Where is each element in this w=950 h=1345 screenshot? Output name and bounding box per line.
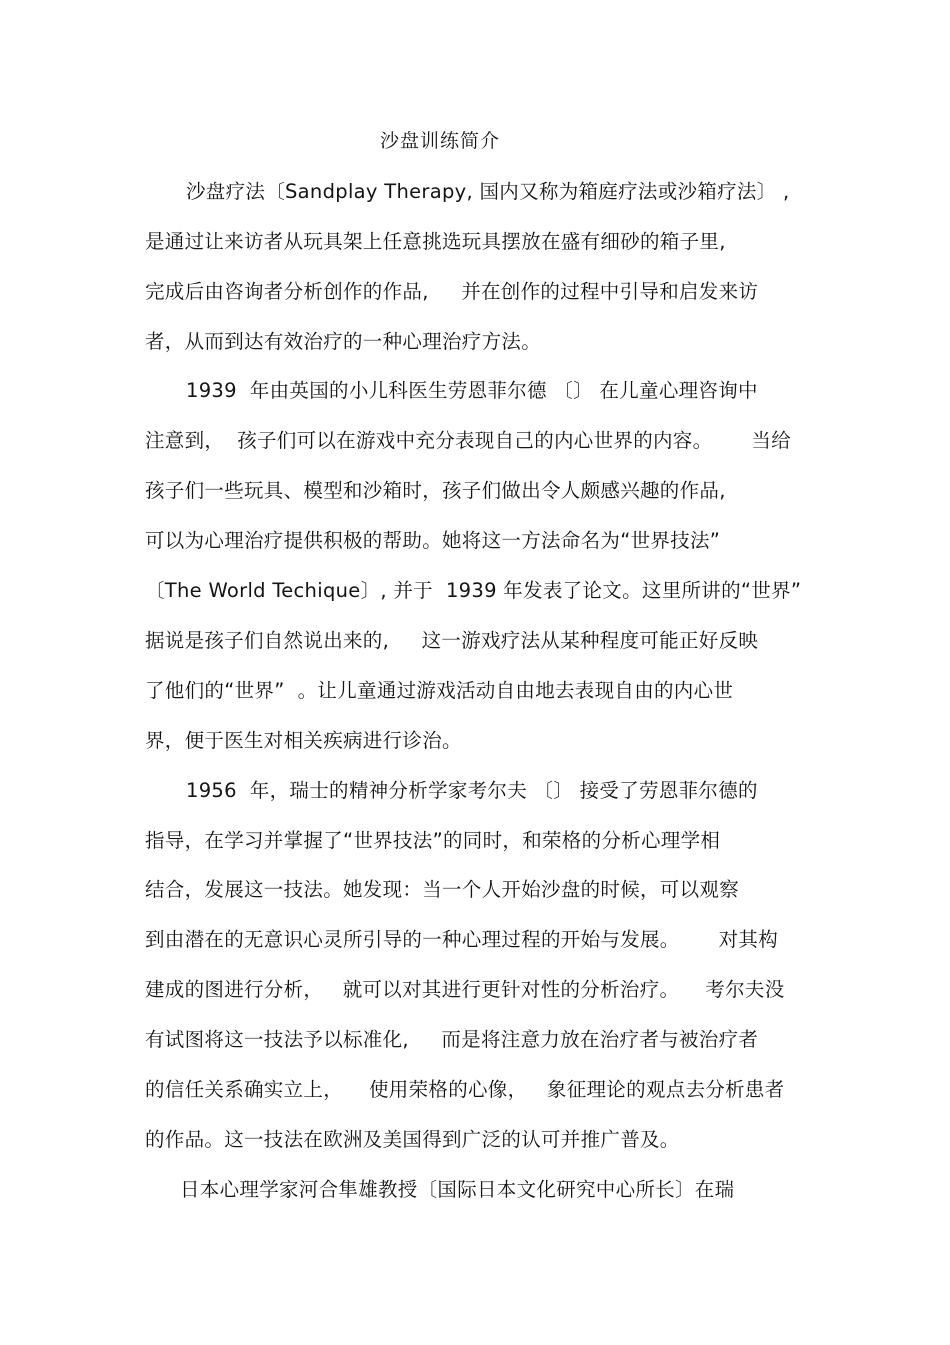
paragraph-1-line-2: 是通过让来访者从玩具架上任意挑选玩具摆放在盛有细砂的箱子里, bbox=[145, 230, 726, 253]
document-title: 沙盘训练简介 bbox=[379, 130, 500, 152]
paragraph-2-line-5: 〔The World Techique〕, 并于 1939 年发表了论文。这里所讲的“世界” bbox=[145, 579, 802, 602]
paragraph-3-line-4: 到由潜在的无意识心灵所引导的一种心理过程的开始与发展。 对其构 bbox=[145, 928, 778, 951]
paragraph-3-line-1: 1956 年，瑞士的精神分析学家考尔夫 〔〕 接受了劳恩菲尔德的 bbox=[186, 779, 758, 802]
paragraph-2-line-7: 了他们的“世界” 。让儿童通过游戏活动自由地去表现自由的内心世 bbox=[145, 679, 734, 702]
paragraph-2-line-1: 1939 年由英国的小儿科医生劳恩菲尔德 〔〕 在儿童心理咨询中 bbox=[186, 379, 758, 402]
paragraph-2-line-3: 孩子们一些玩具、模型和沙箱时，孩子们做出令人颇感兴趣的作品, bbox=[145, 479, 726, 502]
paragraph-3-line-6: 有试图将这一技法予以标准化, 而是将注意力放在治疗者与被治疗者 bbox=[145, 1028, 759, 1051]
paragraph-2-line-6: 据说是孩子们自然说出来的, 这一游戏疗法从某种程度可能正好反映 bbox=[145, 629, 759, 652]
paragraph-1-line-3: 完成后由咨询者分析创作的作品, 并在创作的过程中引导和启发来访 bbox=[145, 280, 759, 303]
paragraph-3-line-7: 的信任关系确实立上， 使用荣格的心像， 象征理论的观点去分析患者 bbox=[145, 1078, 785, 1101]
paragraph-3-line-3: 结合，发展这一技法。她发现：当一个人开始沙盘的时候，可以观察 bbox=[145, 878, 740, 901]
paragraph-3-line-2: 指导，在学习并掌握了“世界技法”的同时，和荣格的分析心理学相 bbox=[145, 829, 721, 852]
paragraph-4-line-1: 日本心理学家河合隼雄教授〔国际日本文化研究中心所长〕在瑞 bbox=[180, 1178, 735, 1201]
paragraph-1-line-1: 沙盘疗法〔Sandplay Therapy, 国内又称为箱庭疗法或沙箱疗法〕 , bbox=[186, 180, 790, 203]
paragraph-3-line-8: 的作品。这一技法在欧洲及美国得到广泛的认可并推广普及。 bbox=[145, 1128, 680, 1151]
paragraph-2-line-8: 界，便于医生对相关疾病进行诊治。 bbox=[145, 729, 462, 752]
paragraph-2-line-4: 可以为心理治疗提供积极的帮助。她将这一方法命名为“世界技法” bbox=[145, 529, 721, 552]
paragraph-1-line-4: 者，从而到达有效治疗的一种心理治疗方法。 bbox=[145, 330, 542, 353]
paragraph-3-line-5: 建成的图进行分析， 就可以对其进行更针对性的分析治疗。 考尔夫没 bbox=[145, 978, 785, 1001]
paragraph-2-line-2: 注意到， 孩子们可以在游戏中充分表现自己的内心世界的内容。 当给 bbox=[145, 429, 791, 452]
